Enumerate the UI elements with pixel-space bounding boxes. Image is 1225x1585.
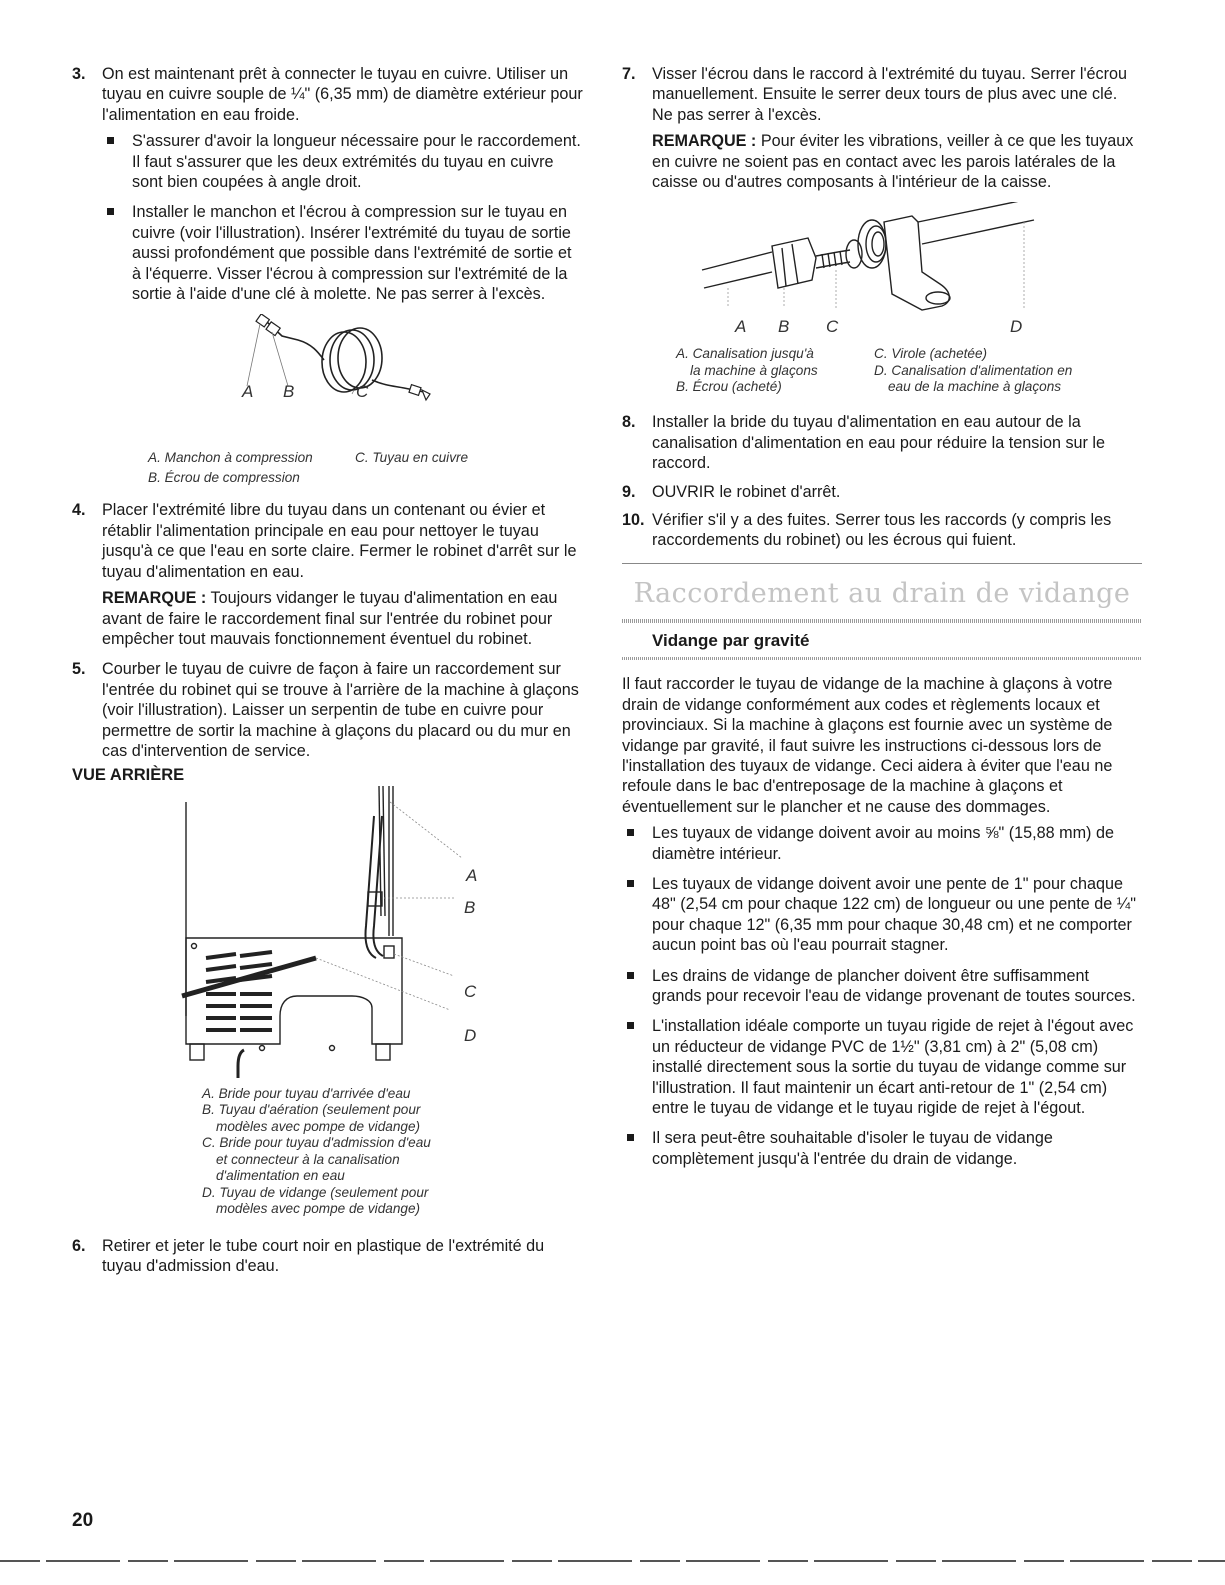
bullet-square-icon [627,972,634,979]
bullet-square-icon [627,880,634,887]
bullet-square-icon [627,1134,634,1141]
fitting-caption [622,346,1142,408]
bullet-text: Les drains de vidange de plancher doivent être suffisamment grands pour recevoir l'eau de vidange provenant de toutes sources. [652,966,1136,1005]
figure-label: C [356,382,369,402]
left-column [72,64,584,1285]
step-number: 5. [72,660,86,679]
caption-line: D. Canalisation d'alimentation en [874,362,1073,378]
bullet-item [102,131,584,192]
rear-view-title: VUE ARRIÈRE [72,766,185,785]
caption-line: A. Manchon à compression [148,450,313,466]
step-text: Vérifier s'il y a des fuites. Serrer tous les raccords (y compris les raccordements du robinet) ou les écrous qui fuient. [652,511,1112,550]
copper-tube-figure [72,314,584,452]
step-10 [622,510,1142,551]
caption-line: D. Tuyau de vidange (seulement pour [202,1184,429,1200]
bullet-item [622,966,1142,1007]
bullet-square-icon [107,137,114,144]
caption-line: B. Tuyau d'aération (seulement pour [202,1102,421,1118]
caption-line: C. Tuyau en cuivre [355,450,469,466]
caption-line: modèles avec pompe de vidange) [216,1201,421,1217]
step-number: 6. [72,1236,86,1255]
figure-label: B [283,382,295,402]
figure-label: D [1010,317,1023,337]
step-number: 10. [622,511,645,530]
step-text: Placer l'extrémité libre du tuyau dans un contenant ou évier et rétablir l'alimentation principale en eau pour nettoyer le tuyau jusqu'à ce que l'eau en sorte claire. Fermer le robinet d'arrêt sur le tuyau d'alimentation en eau. [102,501,577,581]
figure-label: C [464,981,477,1001]
figure-label: A [242,382,254,402]
caption-line: B. Écrou (acheté) [676,379,782,395]
figure-label: B [778,317,790,337]
caption-line: B. Écrou de compression [148,470,300,486]
caption-line: A. Canalisation jusqu'à [676,346,814,362]
note-label: REMARQUE : [652,132,757,151]
caption-line: C. Bride pour tuyau d'admission d'eau [202,1135,431,1151]
bullet-item [622,823,1142,864]
figure-caption [72,450,584,494]
figure-label: B [464,897,476,917]
figure-label: C [826,317,839,337]
bullet-square-icon [627,829,634,836]
right-column [622,64,1142,1179]
bullet-item [622,1016,1142,1118]
caption-line: et connecteur à la canalisation [216,1151,400,1167]
step-number: 4. [72,501,86,520]
figure-label: D [464,1025,477,1045]
bullet-text: Les tuyaux de vidange doivent avoir une pente de 1" pour chaque 48" (2,54 cm pour chaque 122 cm) de longueur ou une pente de ¼" pour chaque 12" (6,35 mm pour chaque 30,48 cm) et ne comporter aucun point bas où l'eau pourrait stagner. [652,874,1136,955]
section-rule [622,563,1142,564]
subsection-divider [622,657,1142,660]
bullet-item [102,202,584,304]
bullet-item [622,874,1142,956]
bullet-square-icon [627,1022,634,1029]
bullet-text: Les tuyaux de vidange doivent avoir au moins ⅝" (15,88 mm) de diamètre intérieur. [652,824,1114,863]
step-7 [622,64,1142,192]
caption-line: eau de la machine à glaçons [888,379,1062,395]
figure-label: A [735,317,747,337]
bullet-text: Il sera peut-être souhaitable d'isoler le tuyau de vidange complètement jusqu'à l'entrée du drain de vidange. [652,1129,1053,1168]
step-text: On est maintenant prêt à connecter le tuyau en cuivre. Utiliser un tuyau en cuivre souple de ¼" (6,35 mm) de diamètre extérieur pour l'alimentation en eau froide. [102,65,583,124]
step-5 [72,659,584,761]
fitting-illustration [622,202,1142,352]
note [102,588,584,649]
copper-coil-illustration [72,314,584,452]
step-text: Retirer et jeter le tube court noir en plastique de l'extrémité du tuyau d'admission d'eau. [102,1236,545,1276]
note-text: Toujours vidanger le tuyau d'alimentation en eau avant de faire le raccordement final sur l'entrée du robinet pour empêcher tout mauvais fonctionnement éventuel du robinet. [102,589,558,648]
step-text: Installer la bride du tuyau d'alimentation en eau autour de la canalisation d'alimentation en eau pour réduire la tension sur le raccord. [652,413,1106,473]
caption-line: A. Bride pour tuyau d'arrivée d'eau [202,1085,411,1101]
step-text: Courber le tuyau de cuivre de façon à faire un raccordement sur l'entrée du robinet qui se trouve à l'arrière de la machine à glaçons (voir l'illustration). Laisser un serpentin de tube en cuivre pour permettre de sortir la machine à glaçons du placard ou du mur en cas d'intervention de service. [102,660,579,760]
note [652,131,1142,192]
intro-paragraph: Il faut raccorder le tuyau de vidange de la machine à glaçons à votre drain de vidange conformément aux codes et règlements locaux et provinciaux. Si la machine à glaçons est fournie avec un système de vidange par gravité, il faut suivre les instructions ci-dessous lors de l'installation des tuyaux de vidange. Ceci aidera à éviter que l'eau ne refoule dans le bac d'entreposage de la machine à glaçons et éventuellement sur le plancher et ne cause des dommages. [622,675,1113,816]
page-number: 20 [72,1510,94,1531]
note-text: Pour éviter les vibrations, veiller à ce que les tuyaux en cuivre ne soient pas en contact avec les parois latérales de la caisse ou d'autres composants à l'intérieur de la caisse. [652,132,1134,192]
caption-line: modèles avec pompe de vidange) [216,1118,421,1134]
step-6 [72,1236,584,1277]
caption-column [676,346,818,396]
section-title: Raccordement au drain de vidange [633,577,1131,609]
subsection-title: Vidange par gravité [652,630,810,650]
step-text: Visser l'écrou dans le raccord à l'extrémité du tuyau. Serrer l'écrou manuellement. Ensuite le serrer deux tours de plus avec une clé. Ne pas serrer à l'excès. [652,65,1128,124]
caption-column [874,346,1072,396]
rear-view-illustration [72,786,584,1134]
step-3 [72,64,584,304]
step-4 [72,500,584,649]
fitting-figure [622,202,1142,352]
caption-line: C. Virole (achetée) [874,346,988,362]
bullet-text: S'assurer d'avoir la longueur nécessaire pour le raccordement. Il faut s'assurer que les deux extrémités du tuyau en cuivre sont bien coupées à angle droit. [132,132,581,192]
step-9 [622,482,1142,502]
figure-label: A [466,865,478,885]
step-number: 8. [622,413,636,432]
bullet-square-icon [107,208,114,215]
caption-line: d'alimentation en eau [216,1168,345,1184]
caption-line: la machine à glaçons [690,362,818,378]
bullet-text: L'installation idéale comporte un tuyau rigide de rejet à l'égout avec un réducteur de vidange PVC de 1½" (3,81 cm) à 2" (5,08 cm) installé directement sous la sortie du tuyau de vidange comme sur l'illustration. Il faut maintenir un écart anti-retour de 1" (2,54 cm) entre le tuyau de vidange et le tuyau rigide de rejet à l'égout. [652,1017,1134,1117]
step-text: OUVRIR le robinet d'arrêt. [652,482,841,501]
bullet-text: Installer le manchon et l'écrou à compression sur le tuyau en cuivre (voir l'illustration). Insérer l'extrémité du tuyau de sortie aussi profondément que possible dans l'extrémité de sortie et à l'équerre. Visser l'écrou à compression sur l'extrémité de la sortie à l'aide d'une clé à molette. Ne pas serrer à l'excès. [132,203,572,304]
step-number: 7. [622,65,636,83]
step-number: 9. [622,482,636,501]
rear-view-figure [72,786,584,1134]
step-number: 3. [72,65,86,83]
step-8 [622,412,1142,473]
note-label: REMARQUE : [102,589,207,608]
footer-divider [0,1560,1225,1562]
section-divider [622,619,1142,623]
bullet-item [622,1128,1142,1169]
